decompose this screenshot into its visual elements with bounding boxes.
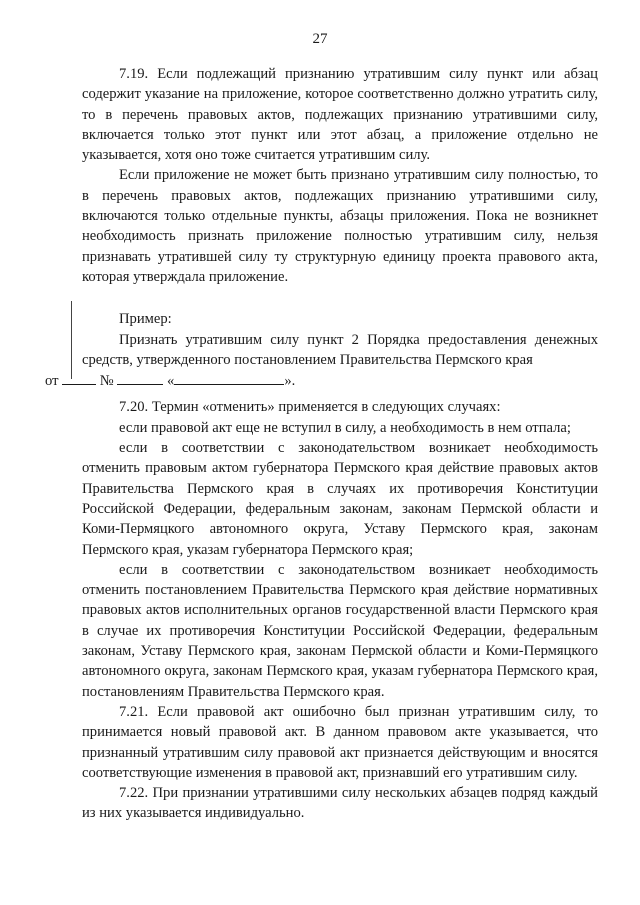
case-governor: если в соответствии с законодательством возникает необходимость отменить правовым актом губернатора Пермского края действие правовых актов Правительства Пермского края в случаях их противоречия Конституции Российской Федерации, федеральным законам, законам Пермской области и Коми-Пермяцкого автономного округа, Уставу Пермского края, законам Пермского края, указам губернатора Пермского края; (82, 440, 598, 558)
blank-number (117, 370, 163, 385)
spacer (82, 287, 598, 309)
example-block (45, 309, 598, 391)
paragraph-7-20: 7.20. Термин «отменить» применяется в следующих случаях: (119, 399, 501, 416)
example-date-line: от № « ». (45, 370, 295, 391)
paragraph-7-22: 7.22. При признании утратившими силу нескольких абзацев подряд каждый из них указывается индивидуально. (82, 785, 598, 822)
case-government: если в соответствии с законодательством возникает необходимость отменить постановлением Правительства Пермского края действие нормативных правовых актов исполнительных органов государственной власти Пермского края в случае их противоречия Конституции Российской Федерации, федеральным законам, Уставу Пермского края, законам Пермской области и Коми-Пермяцкого автономного округа, законам Пермского края, указам губернатора Пермского края, постановлениям Правительства Пермского края. (82, 561, 598, 700)
paragraph-7-19: 7.19. Если подлежащий признанию утратившим силу пункт или абзац содержит указание на приложение, которое соответственно должно утратить силу, то в перечень правовых актов, подлежащих признанию утратившими силу, включается только этот пункт или этот абзац, а приложение отдельно не указывается, хотя оно тоже считается утратившим силу. (82, 66, 598, 164)
case-not-in-force: если правовой акт еще не вступил в силу, а необходимость в нем отпала; (119, 419, 571, 436)
example-heading: Пример: (119, 311, 172, 328)
page-number: 27 (312, 31, 328, 47)
blank-date (62, 370, 96, 385)
paragraph-appendix: Если приложение не может быть признано утратившим силу полностью, то в перечень правовых актов, подлежащих признанию утратившими силу, включаются только отдельные пункты, абзацы приложения. Пока не возникнет необходимость признать приложение полностью утратившим силу, нельзя признавать утратившей силу ту структурную единицу проекта правового акта, которая утверждала приложение. (82, 167, 598, 285)
example-text: Признать утратившим силу пункт 2 Порядка предоставления денежных средств, утвержденного постановлением Правительства Пермского края от № « ». (82, 330, 598, 392)
document-body (45, 64, 598, 824)
paragraph-7-21: 7.21. Если правовой акт ошибочно был признан утратившим силу, то принимается новый правовой акт. В данном правовом акте указывается, что признанный утратившим силу правовой акт признается действующим и вносятся соответствующие изменения в правовой акт, признавший его утратившим силу. (82, 703, 598, 781)
margin-bar (71, 301, 72, 379)
blank-day (174, 370, 284, 385)
